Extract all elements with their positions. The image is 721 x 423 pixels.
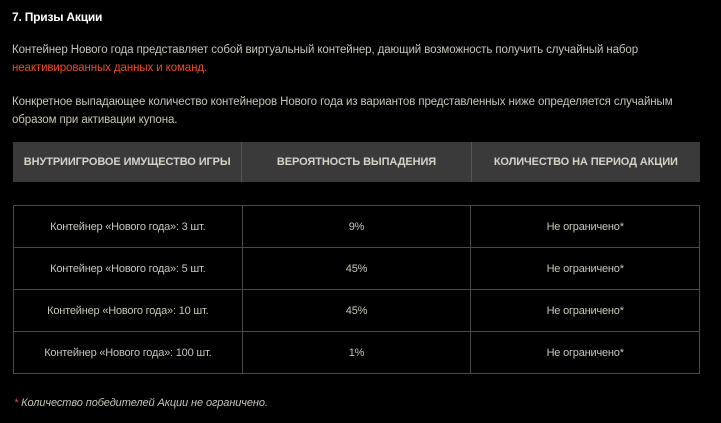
cell-probability: 45%	[242, 248, 471, 289]
cell-probability: 9%	[242, 206, 471, 247]
activation-paragraph: Конкретное выпадающее количество контейнеров Нового года из вариантов представленных ниже определяется случайным образом при активации купона.	[12, 96, 673, 126]
description-paragraph	[12, 41, 702, 77]
footnote-text: Количество победителей Акции не ограничено.	[18, 397, 268, 409]
header-item: ВНУТРИИГРОВОЕ ИМУЩЕСТВО ИГРЫ	[23, 156, 231, 168]
table-row	[14, 289, 699, 331]
prize-table	[13, 205, 700, 374]
section-title: 7. Призы Акции	[12, 10, 103, 24]
cell-item: Контейнер «Нового года»: 3 шт.	[50, 220, 206, 233]
cell-probability: 45%	[242, 290, 471, 331]
cell-probability: 1%	[242, 332, 471, 373]
cell-quantity: Не ограничено*	[470, 332, 699, 373]
description-highlight: неактивированных данных и команд.	[12, 62, 208, 74]
cell-item: Контейнер «Нового года»: 100 шт.	[44, 346, 212, 359]
table-row	[14, 247, 699, 289]
cell-item: Контейнер «Нового года»: 10 шт.	[47, 304, 209, 317]
header-probability: ВЕРОЯТНОСТЬ ВЫПАДЕНИЯ	[241, 142, 470, 182]
table-row	[14, 206, 699, 247]
cell-item: Контейнер «Нового года»: 5 шт.	[50, 262, 206, 275]
header-quantity: КОЛИЧЕСТВО НА ПЕРИОД АКЦИИ	[471, 142, 700, 182]
description-text: Контейнер Нового года представляет собой виртуальный контейнер, дающий возможность получить случайный набор	[12, 44, 639, 56]
prize-table-header	[13, 142, 700, 182]
cell-quantity: Не ограничено*	[470, 290, 699, 331]
cell-quantity: Не ограничено*	[470, 248, 699, 289]
footnote-star: *	[14, 397, 19, 409]
cell-quantity: Не ограничено*	[470, 206, 699, 247]
table-row	[14, 331, 699, 373]
footnote	[14, 397, 268, 409]
